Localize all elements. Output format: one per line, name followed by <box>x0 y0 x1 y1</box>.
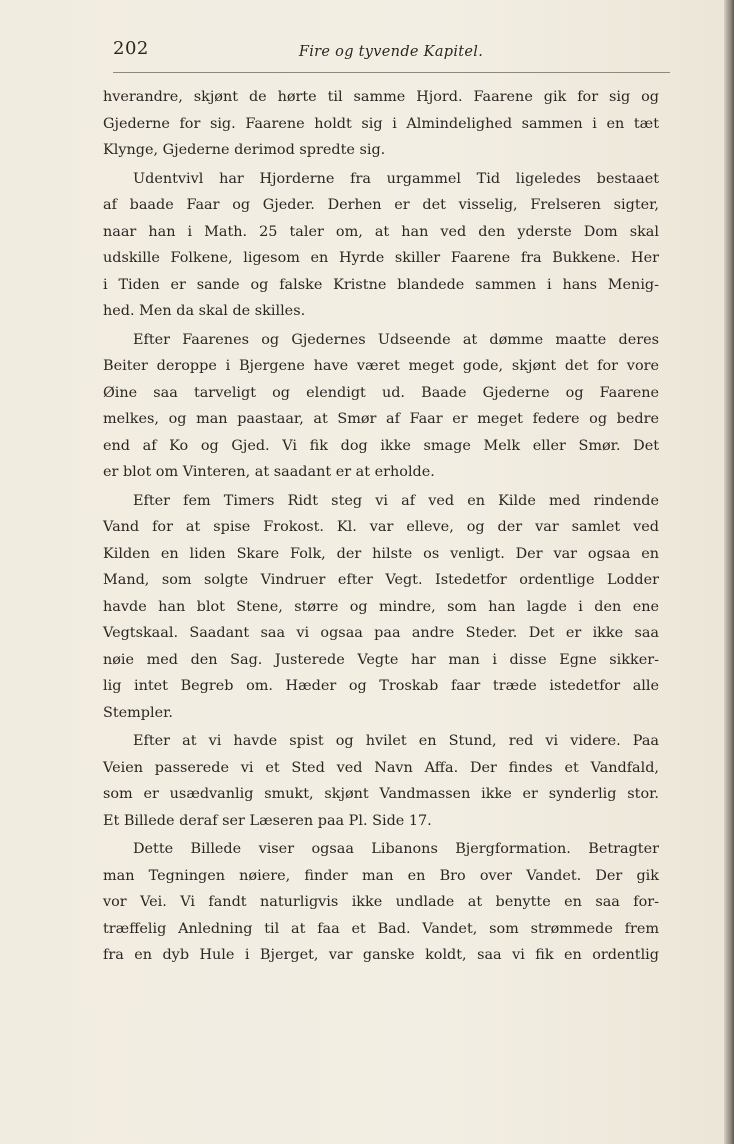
page-header <box>113 38 669 68</box>
paragraph <box>103 327 659 486</box>
text-line: Øine saa tarveligt og elendigt ud. Baade Gjederne og Faarene <box>103 384 659 401</box>
text-line: Veien passerede vi et Sted ved Navn Affa. Der findes et Vandfald, <box>103 759 659 776</box>
text-line: Efter Faarenes og Gjedernes Udseende at dømme maatte deres <box>133 331 659 348</box>
paragraph <box>103 488 659 727</box>
text-line: Beiter deroppe i Bjergene have været meget gode, skjønt det for vore <box>103 358 659 374</box>
text-line: Efter at vi havde spist og hvilet en Stund, red vi videre. Paa <box>133 733 659 749</box>
header-rule <box>113 72 670 73</box>
text-line: Gjederne for sig. Faarene holdt sig i Almindelighed sammen i en tæt <box>103 115 659 132</box>
text-line: havde han blot Stene, større og mindre, som han lagde i den ene <box>103 598 659 615</box>
text-line: melkes, og man paastaar, at Smør af Faar er meget federe og bedre <box>103 411 659 427</box>
body-text <box>103 84 659 971</box>
paragraph <box>103 836 659 969</box>
text-line: fra en dyb Hule i Bjerget, var ganske koldt, saa vi fik en ordentlig <box>103 947 659 963</box>
text-line: som er usædvanlig smukt, skjønt Vandmassen ikke er synderlig stor. <box>103 786 659 802</box>
text-line: hverandre, skjønt de hørte til samme Hjord. Faarene gik for sig og <box>103 89 659 105</box>
text-line: hed. Men da skal de skilles. <box>103 303 306 319</box>
paragraph <box>103 728 659 834</box>
page-number: 202 <box>113 38 149 59</box>
paragraph <box>103 84 659 164</box>
text-line: Et Billede deraf ser Læseren paa Pl. Side 17. <box>103 812 432 829</box>
text-line: Vegtskaal. Saadant saa vi ogsaa paa andre Steder. Det er ikke saa <box>103 625 659 641</box>
text-line: nøie med den Sag. Justerede Vegte har man i disse Egne sikker- <box>103 651 659 668</box>
text-line: udskille Folkene, ligesom en Hyrde skiller Faarene fra Bukkene. Her <box>103 250 659 266</box>
text-line: Klynge, Gjederne derimod spredte sig. <box>103 142 386 158</box>
text-line: Stempler. <box>103 704 174 721</box>
text-line: Dette Billede viser ogsaa Libanons Bjergformation. Betragter <box>133 841 659 857</box>
text-line: end af Ko og Gjed. Vi fik dog ikke smage Melk eller Smør. Det <box>103 437 659 454</box>
text-line: Vand for at spise Frokost. Kl. var elleve, og der var samlet ved <box>103 519 659 535</box>
text-line: træffelig Anledning til at faa et Bad. Vandet, som strømmede frem <box>103 920 659 937</box>
text-line: lig intet Begreb om. Hæder og Troskab faar træde istedetfor alle <box>103 678 659 694</box>
text-line: er blot om Vinteren, at saadant er at erholde. <box>103 464 435 480</box>
text-line: Efter fem Timers Ridt steg vi af ved en Kilde med rindende <box>133 492 659 509</box>
paragraph <box>103 166 659 325</box>
text-line: vor Vei. Vi fandt naturligvis ikke undlade at benytte en saa for- <box>103 894 659 910</box>
text-line: Kilden en liden Skare Folk, der hilste os venligt. Der var ogsaa en <box>103 545 659 562</box>
text-line: man Tegningen nøiere, finder man en Bro over Vandet. Der gik <box>103 867 659 884</box>
text-line: naar han i Math. 25 taler om, at han ved den yderste Dom skal <box>103 223 659 240</box>
text-line: i Tiden er sande og falske Kristne blandede sammen i hans Menig- <box>103 276 659 293</box>
text-line: af baade Faar og Gjeder. Derhen er det visselig, Frelseren sigter, <box>103 197 659 213</box>
text-line: Mand, som solgte Vindruer efter Vegt. Istedetfor ordentlige Lodder <box>103 572 659 588</box>
text-line: Udentvivl har Hjorderne fra urgammel Tid ligeledes bestaaet <box>133 170 659 187</box>
book-spine-edge <box>724 0 734 1144</box>
running-title: Fire og tyvende Kapitel. <box>298 44 484 60</box>
